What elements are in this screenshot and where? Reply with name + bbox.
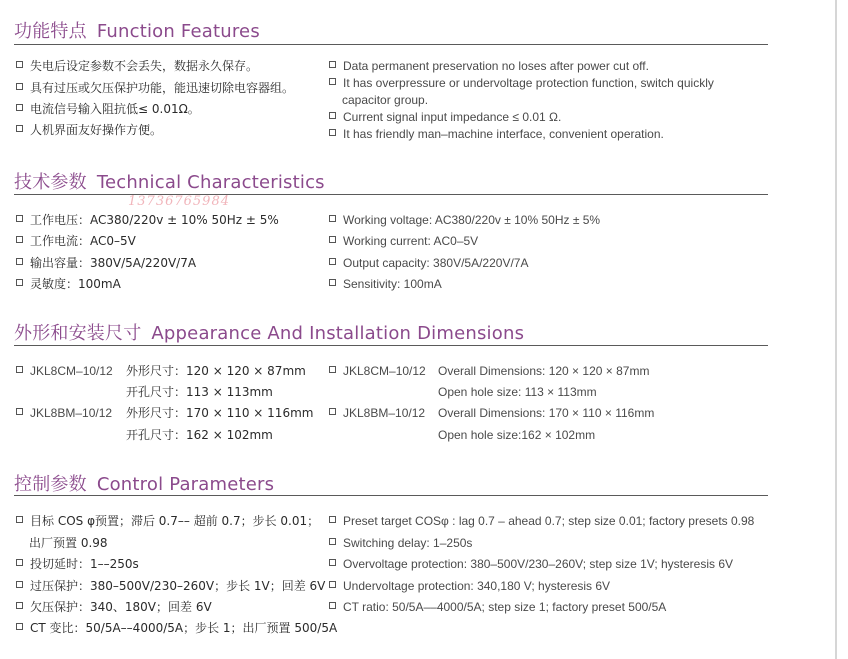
page-right-border — [835, 0, 837, 659]
title-en: Appearance And Installation Dimensions — [151, 323, 525, 344]
control-cn-item: 欠压保护：340、180V；回差 6V — [16, 600, 212, 614]
bullet-icon — [16, 61, 23, 68]
bullet-icon — [16, 408, 23, 415]
bullet-icon — [16, 581, 23, 588]
model-name: JKL8BM–10/12 — [329, 406, 425, 420]
title-en: Control Parameters — [96, 474, 275, 495]
control-en-item: Undervoltage protection: 340,180 V; hysteresis 6V — [329, 579, 610, 593]
section-divider — [14, 44, 768, 45]
phone-watermark: 13736765984 — [128, 194, 230, 209]
title-cn: 技术参数 — [14, 172, 87, 193]
tech-cn-item: 灵敏度：100mA — [16, 277, 121, 291]
section-title-features — [14, 17, 260, 43]
bullet-icon — [329, 236, 336, 243]
hole-size-en: Open hole size: 113 × 113mm — [438, 385, 597, 399]
overall-dimensions-cn: 外形尺寸：170 × 110 × 116mm — [126, 406, 314, 420]
bullet-icon — [329, 408, 336, 415]
control-en-item: Preset target COSφ : lag 0.7 – ahead 0.7; step size 0.01; factory presets 0.98 — [329, 514, 754, 528]
section-divider — [14, 495, 768, 496]
bullet-icon — [16, 83, 23, 90]
hole-size-en: Open hole size:162 × 102mm — [438, 428, 596, 442]
feature-cn-item: 具有过压或欠压保护功能，能迅速切除电容器组。 — [16, 81, 294, 95]
feature-cn-item: 人机界面友好操作方便。 — [16, 123, 162, 137]
bullet-icon — [329, 516, 336, 523]
tech-en-item: Output capacity: 380V/5A/220V/7A — [329, 256, 528, 270]
bullet-icon — [16, 602, 23, 609]
bullet-icon — [329, 366, 336, 373]
title-cn: 控制参数 — [14, 474, 87, 495]
overall-dimensions-cn: 外形尺寸：120 × 120 × 87mm — [126, 364, 306, 378]
hole-size-cn: 开孔尺寸：162 × 102mm — [126, 428, 273, 442]
control-cn-item: 过压保护：380–500V/230–260V；步长 1V；回差 6V — [16, 579, 325, 593]
bullet-icon — [329, 538, 336, 545]
bullet-icon — [16, 516, 23, 523]
tech-en-item: Working current: AC0–5V — [329, 234, 478, 248]
feature-cn-item: 电流信号输入阻抗低≤ 0.01Ω。 — [16, 102, 200, 116]
bullet-icon — [329, 559, 336, 566]
bullet-icon — [329, 215, 336, 222]
bullet-icon — [16, 104, 23, 111]
bullet-icon — [329, 112, 336, 119]
overall-dimensions-en: Overall Dimensions: 170 × 110 × 116mm — [438, 406, 655, 420]
control-en-item: CT ratio: 50/5A––4000/5A; step size 1; factory preset 500/5A — [329, 600, 666, 614]
feature-en-item: It has friendly man–machine interface, convenient operation. — [329, 127, 664, 141]
bullet-icon — [329, 279, 336, 286]
section-divider — [14, 345, 768, 346]
feature-en-item: Data permanent preservation no loses after power cut off. — [329, 59, 649, 73]
bullet-icon — [329, 61, 336, 68]
hole-size-cn: 开孔尺寸：113 × 113mm — [126, 385, 273, 399]
title-cn: 功能特点 — [14, 21, 87, 42]
feature-en-item: Current signal input impedance ≤ 0.01 Ω. — [329, 110, 561, 124]
section-title-technical — [14, 168, 325, 194]
bullet-icon — [329, 129, 336, 136]
bullet-icon — [16, 125, 23, 132]
bullet-icon — [329, 602, 336, 609]
model-name: JKL8CM–10/12 — [329, 364, 426, 378]
title-en: Function Features — [96, 21, 260, 42]
model-name: JKL8BM–10/12 — [16, 406, 112, 420]
control-cn-item: CT 变比：50/5A––4000/5A；步长 1；出厂预置 500/5A — [16, 621, 337, 635]
tech-cn-item: 输出容量：380V/5A/220V/7A — [16, 256, 196, 270]
bullet-icon — [16, 236, 23, 243]
bullet-icon — [16, 258, 23, 265]
bullet-icon — [329, 78, 336, 85]
control-en-item: Overvoltage protection: 380–500V/230–260V; step size 1V; hysteresis 6V — [329, 557, 733, 571]
control-cn-item: 目标 COS φ预置；滞后 0.7–– 超前 0.7；步长 0.01； — [16, 514, 319, 528]
bullet-icon — [329, 258, 336, 265]
tech-cn-item: 工作电流：AC0–5V — [16, 234, 136, 248]
title-en: Technical Characteristics — [96, 172, 325, 193]
tech-cn-item: 工作电压：AC380/220v ± 10% 50Hz ± 5% — [16, 213, 279, 227]
bullet-icon — [16, 623, 23, 630]
feature-en-item-cont: capacitor group. — [342, 93, 429, 107]
bullet-icon — [329, 581, 336, 588]
bullet-icon — [16, 366, 23, 373]
section-title-control — [14, 470, 274, 496]
feature-cn-item: 失电后设定参数不会丢失，数据永久保存。 — [16, 59, 258, 73]
bullet-icon — [16, 279, 23, 286]
bullet-icon — [16, 559, 23, 566]
feature-en-item: It has overpressure or undervoltage protection function, switch quickly — [329, 76, 714, 90]
tech-en-item: Sensitivity: 100mA — [329, 277, 442, 291]
tech-en-item: Working voltage: AC380/220v ± 10% 50Hz ± 5% — [329, 213, 600, 227]
section-title-dimensions — [14, 319, 524, 345]
overall-dimensions-en: Overall Dimensions: 120 × 120 × 87mm — [438, 364, 650, 378]
control-cn-item-cont: 出厂预置 0.98 — [29, 536, 108, 550]
bullet-icon — [16, 215, 23, 222]
model-name: JKL8CM–10/12 — [16, 364, 113, 378]
control-cn-item: 投切延时：1––250s — [16, 557, 139, 571]
control-en-item: Switching delay: 1–250s — [329, 536, 472, 550]
title-cn: 外形和安装尺寸 — [14, 323, 142, 344]
